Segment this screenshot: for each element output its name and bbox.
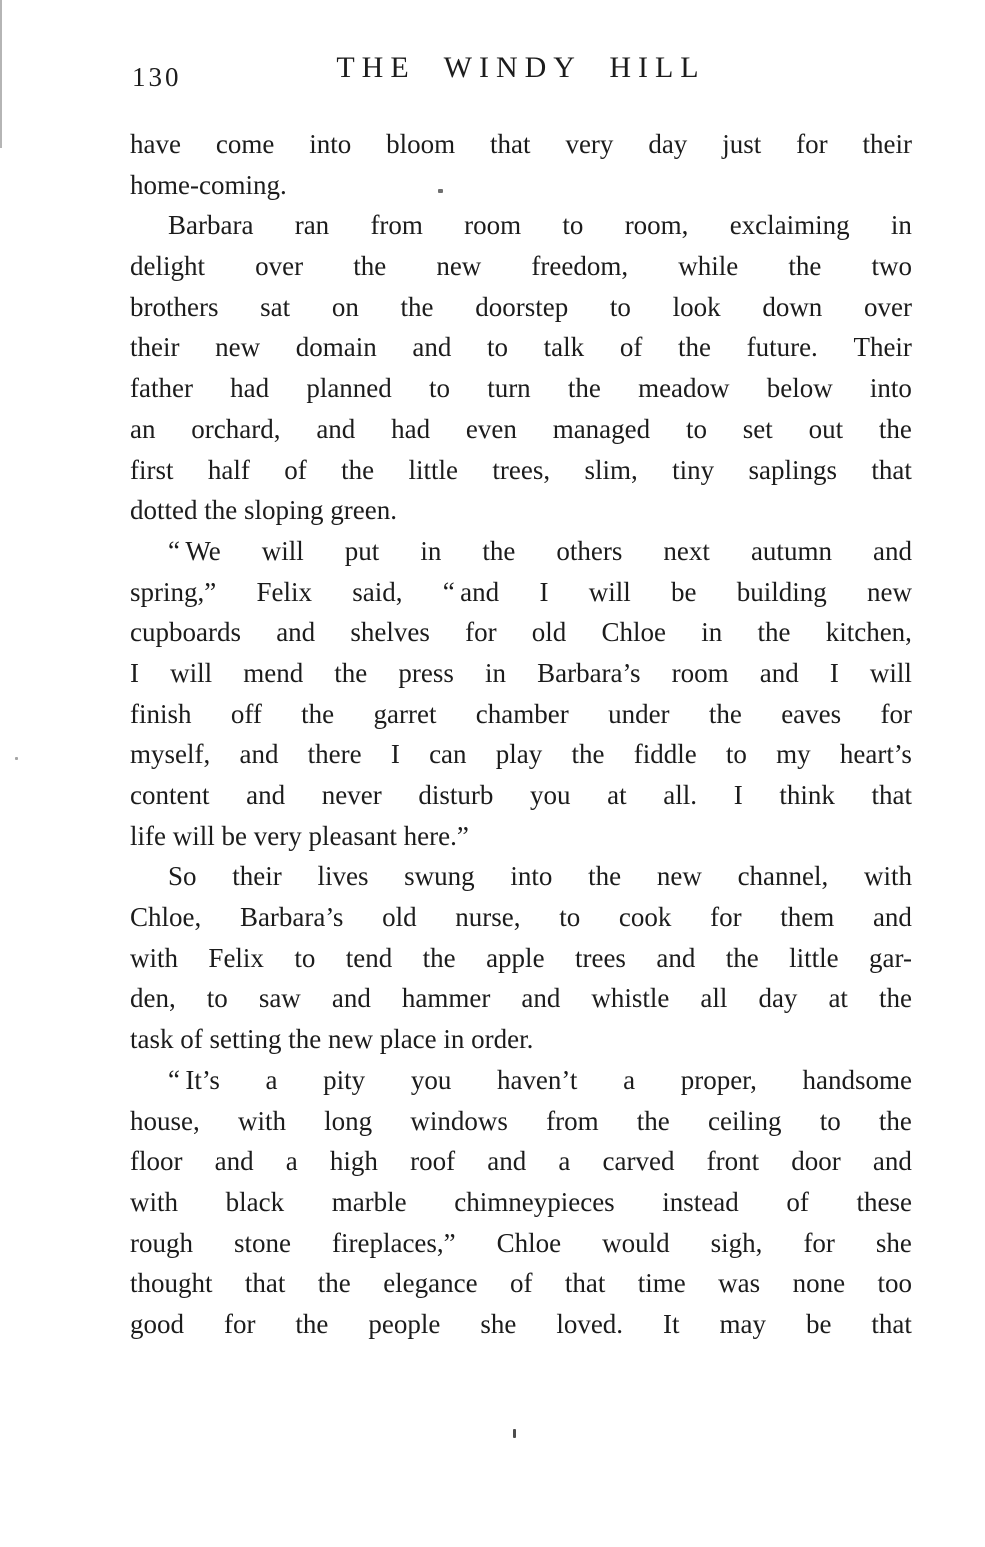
word: and — [214, 1146, 254, 1177]
word: Barbara — [168, 210, 254, 241]
word: Barbara’s — [537, 657, 641, 688]
word: never — [321, 780, 382, 810]
word: that — [871, 1308, 912, 1339]
word: tiny — [672, 454, 715, 485]
word: to — [206, 983, 228, 1014]
word: and — [759, 657, 799, 688]
word: content — [130, 780, 210, 810]
word: myself, — [130, 739, 211, 770]
word: eaves — [781, 698, 842, 729]
word: apple — [486, 942, 545, 973]
word: room — [671, 657, 729, 688]
word: brothers — [130, 291, 219, 322]
word: “ We — [168, 535, 221, 566]
text-line — [130, 327, 912, 368]
text-line — [130, 409, 912, 450]
text-line — [130, 1223, 912, 1264]
word: new — [867, 576, 912, 607]
word: would — [602, 1227, 670, 1258]
word: freedom, — [531, 251, 629, 282]
word: and — [521, 983, 561, 1014]
word: be — [670, 576, 697, 607]
word: out — [808, 413, 844, 444]
word: very — [565, 129, 614, 159]
word: an — [130, 413, 156, 444]
word: loved. — [556, 1308, 624, 1339]
word: shelves — [350, 617, 430, 648]
word: marble — [331, 1186, 407, 1217]
word: for — [880, 698, 912, 729]
word: old — [531, 617, 567, 648]
word: So — [168, 861, 197, 892]
word: from — [370, 210, 423, 241]
word: into — [869, 373, 912, 404]
word: to — [609, 291, 631, 322]
word: managed — [552, 413, 651, 444]
word: and — [239, 739, 279, 770]
word: new — [215, 332, 261, 363]
word: den, — [130, 983, 176, 1014]
word: that — [490, 129, 531, 159]
word: of — [619, 332, 643, 363]
word: next — [663, 535, 710, 566]
text-line: home-coming. — [130, 169, 287, 200]
word: have — [130, 129, 181, 159]
word: their — [862, 129, 912, 159]
word: on — [331, 291, 359, 322]
word: delight — [130, 251, 205, 282]
word: under — [608, 698, 670, 729]
word: trees, — [492, 454, 551, 485]
word: ran — [294, 210, 330, 241]
word: tend — [345, 942, 393, 973]
word: building — [736, 576, 827, 607]
word: the — [588, 861, 622, 892]
word: cupboards — [130, 617, 241, 648]
word: even — [465, 413, 517, 444]
word: heart’s — [839, 739, 912, 770]
word: the — [708, 698, 742, 729]
word: “ It’s — [168, 1064, 220, 1095]
word: new — [656, 861, 702, 892]
word: exclaiming — [729, 210, 850, 241]
word: was — [718, 1268, 761, 1299]
word: bloom — [386, 129, 456, 159]
word: planned — [306, 373, 392, 404]
word: swung — [404, 861, 475, 892]
word: to — [428, 373, 450, 404]
word: a — [623, 1064, 636, 1095]
word: long — [324, 1105, 373, 1136]
text-line — [130, 1263, 912, 1304]
word: press — [398, 657, 454, 688]
text-line — [130, 856, 912, 897]
word: for — [710, 902, 742, 933]
word: channel, — [737, 861, 829, 892]
word: look — [672, 291, 721, 322]
word: high — [329, 1146, 378, 1177]
word: people — [368, 1308, 441, 1339]
word: pity — [323, 1064, 366, 1095]
word: below — [766, 373, 833, 404]
word: little — [408, 454, 458, 485]
word: and — [487, 1146, 527, 1177]
word: I — [390, 739, 400, 770]
word: time — [637, 1268, 686, 1299]
text-line — [130, 1182, 912, 1223]
word: for — [465, 617, 497, 648]
word: to — [487, 332, 509, 363]
word: the — [482, 535, 516, 566]
word: I — [130, 657, 139, 688]
word: nurse, — [455, 902, 521, 933]
word: floor — [130, 1146, 183, 1177]
word: in — [484, 657, 506, 688]
word: to — [562, 210, 584, 241]
word: over — [864, 291, 912, 322]
word: for — [796, 129, 828, 159]
word: and — [872, 1146, 912, 1177]
word: that — [871, 780, 912, 810]
word: I — [829, 657, 839, 688]
word: the — [636, 1105, 670, 1136]
word: the — [677, 332, 711, 363]
text-line — [130, 450, 912, 491]
word: there — [307, 739, 362, 770]
text-line — [130, 287, 912, 328]
word: with — [130, 942, 179, 973]
word: garret — [373, 698, 437, 729]
word: will — [869, 657, 912, 688]
word: just — [722, 129, 762, 159]
word: Felix — [208, 942, 264, 973]
word: to — [294, 942, 316, 973]
text-line — [130, 775, 912, 816]
word: all. — [663, 780, 698, 810]
word: their — [130, 332, 180, 363]
word: none — [792, 1268, 846, 1299]
word: a — [265, 1064, 278, 1095]
word: windows — [410, 1105, 508, 1136]
word: I — [733, 780, 743, 810]
text-line — [130, 1101, 912, 1142]
word: little — [789, 942, 839, 973]
word: others — [556, 535, 623, 566]
word: Felix — [256, 576, 313, 607]
word: and — [316, 413, 356, 444]
word: the — [301, 698, 335, 729]
word: you — [530, 780, 571, 810]
word: of — [510, 1268, 533, 1299]
word: their — [232, 861, 282, 892]
word: Chloe — [601, 617, 667, 648]
word: think — [779, 780, 835, 810]
word: in — [701, 617, 723, 648]
word: the — [878, 983, 912, 1014]
text-line — [130, 1304, 912, 1345]
text-line — [130, 368, 912, 409]
word: kitchen, — [825, 617, 912, 648]
word: roof — [410, 1146, 456, 1177]
word: orchard, — [191, 413, 281, 444]
word: will — [170, 657, 213, 688]
word: to — [819, 1105, 841, 1136]
running-title: THE WINDY HILL — [336, 51, 706, 84]
word: “ and — [442, 576, 500, 607]
word: doorstep — [475, 291, 569, 322]
word: and — [872, 535, 912, 566]
text-line — [130, 694, 912, 735]
word: a — [558, 1146, 571, 1177]
word: to — [685, 413, 707, 444]
word: that — [564, 1268, 606, 1299]
word: cook — [618, 902, 672, 933]
word: and — [331, 983, 371, 1014]
word: trees — [574, 942, 626, 973]
word: the — [788, 251, 822, 282]
word: over — [255, 251, 304, 282]
word: the — [400, 291, 434, 322]
word: slim, — [584, 454, 638, 485]
text-line — [130, 897, 912, 938]
word: turn — [487, 373, 531, 404]
word: for — [223, 1308, 256, 1339]
word: talk — [543, 332, 585, 363]
word: instead — [662, 1186, 739, 1217]
word: two — [871, 251, 912, 282]
word: room, — [624, 210, 689, 241]
word: front — [706, 1146, 760, 1177]
word: the — [341, 454, 375, 485]
word: day — [648, 129, 688, 159]
scan-speck — [513, 1429, 516, 1438]
word: future. — [746, 332, 818, 363]
word: mend — [243, 657, 304, 688]
word: from — [546, 1105, 599, 1136]
word: good — [130, 1308, 184, 1339]
word: all — [700, 983, 728, 1014]
word: hammer — [401, 983, 491, 1014]
word: carved — [602, 1146, 675, 1177]
word: will — [261, 535, 304, 566]
word: Their — [853, 332, 912, 363]
word: she — [480, 1308, 517, 1339]
word: Chloe — [496, 1227, 562, 1258]
word: day — [758, 983, 798, 1014]
word: and — [246, 780, 286, 810]
page-header — [130, 50, 912, 94]
word: room — [464, 210, 522, 241]
text-line: task of setting the new place in order. — [130, 1024, 534, 1055]
word: meadow — [638, 373, 730, 404]
text-line — [130, 531, 912, 572]
word: my — [776, 739, 811, 770]
word: come — [215, 129, 275, 159]
word: play — [495, 739, 543, 770]
word: the — [295, 1308, 329, 1339]
word: can — [429, 739, 467, 770]
word: at — [828, 983, 848, 1014]
text-line — [130, 734, 912, 775]
word: into — [510, 861, 553, 892]
word: domain — [295, 332, 377, 363]
word: house, — [130, 1105, 200, 1136]
text-line: dotted the sloping green. — [130, 495, 397, 526]
word: to — [725, 739, 747, 770]
text-line — [130, 205, 912, 246]
word: first — [130, 454, 174, 485]
word: be — [805, 1308, 832, 1339]
word: the — [757, 617, 791, 648]
scan-speck — [15, 757, 18, 760]
text-line — [130, 978, 912, 1019]
word: off — [230, 698, 262, 729]
word: while — [678, 251, 739, 282]
word: down — [762, 291, 823, 322]
word: father — [130, 373, 193, 404]
word: the — [334, 657, 368, 688]
word: to — [559, 902, 581, 933]
word: Chloe, — [130, 902, 202, 933]
word: door — [791, 1146, 841, 1177]
word: and — [872, 902, 912, 933]
text-line — [130, 124, 912, 165]
word: chimneypieces — [454, 1186, 615, 1217]
word: and — [656, 942, 696, 973]
text-line — [130, 1141, 912, 1182]
word: autumn — [750, 535, 832, 566]
word: had — [230, 373, 270, 404]
word: stone — [234, 1227, 291, 1258]
word: ceiling — [708, 1105, 782, 1136]
word: and — [412, 332, 452, 363]
word: said, — [352, 576, 403, 607]
text-line — [130, 1060, 912, 1101]
page-number: 130 — [132, 62, 182, 92]
word: you — [410, 1064, 452, 1095]
word: a — [285, 1146, 298, 1177]
word: finish — [130, 698, 192, 729]
text-line: life will be very pleasant here.” — [130, 820, 469, 851]
word: the — [571, 739, 605, 770]
word: handsome — [802, 1064, 912, 1095]
word: too — [877, 1268, 912, 1299]
word: whistle — [591, 983, 670, 1014]
text-line — [130, 653, 912, 694]
word: the — [725, 942, 759, 973]
word: proper, — [680, 1064, 757, 1095]
word: thought — [130, 1268, 213, 1299]
word: the — [317, 1268, 351, 1299]
scan-speck — [438, 189, 443, 193]
word: them — [780, 902, 835, 933]
word: with — [863, 861, 912, 892]
word: may — [719, 1308, 766, 1339]
word: at — [607, 780, 627, 810]
text-line — [130, 612, 912, 653]
word: rough — [130, 1227, 193, 1258]
word: fireplaces,” — [332, 1227, 456, 1258]
word: that — [244, 1268, 286, 1299]
word: will — [588, 576, 631, 607]
word: lives — [317, 861, 369, 892]
word: saw — [258, 983, 301, 1014]
word: Barbara’s — [239, 902, 344, 933]
word: saplings — [748, 454, 837, 485]
word: the — [878, 1105, 912, 1136]
word: sat — [260, 291, 291, 322]
word: chamber — [475, 698, 569, 729]
word: had — [391, 413, 431, 444]
word: It — [663, 1308, 680, 1339]
word: haven’t — [496, 1064, 578, 1095]
scan-edge-line — [0, 0, 2, 148]
word: sigh, — [710, 1227, 763, 1258]
word: the — [353, 251, 387, 282]
word: for — [803, 1227, 835, 1258]
word: in — [890, 210, 912, 241]
word: the — [422, 942, 456, 973]
word: the — [878, 413, 912, 444]
word: with — [237, 1105, 286, 1136]
word: she — [875, 1227, 912, 1258]
word: black — [225, 1186, 285, 1217]
word: fiddle — [633, 739, 697, 770]
word: old — [382, 902, 417, 933]
word: and — [276, 617, 316, 648]
word: the — [567, 373, 601, 404]
word: put — [344, 535, 380, 566]
word: elegance — [383, 1268, 478, 1299]
word: spring,” — [130, 576, 217, 607]
word: gar- — [869, 942, 912, 973]
word: in — [420, 535, 442, 566]
word: into — [309, 129, 352, 159]
word: new — [436, 251, 482, 282]
text-line — [130, 246, 912, 287]
page-body — [130, 124, 912, 1345]
word: with — [130, 1186, 179, 1217]
word: of — [786, 1186, 809, 1217]
word: set — [742, 413, 773, 444]
text-line — [130, 938, 912, 979]
word: half — [207, 454, 250, 485]
word: that — [871, 454, 912, 485]
word: disturb — [418, 780, 494, 810]
word: of — [284, 454, 307, 485]
word: I — [539, 576, 549, 607]
text-line — [130, 572, 912, 613]
word: these — [856, 1186, 912, 1217]
